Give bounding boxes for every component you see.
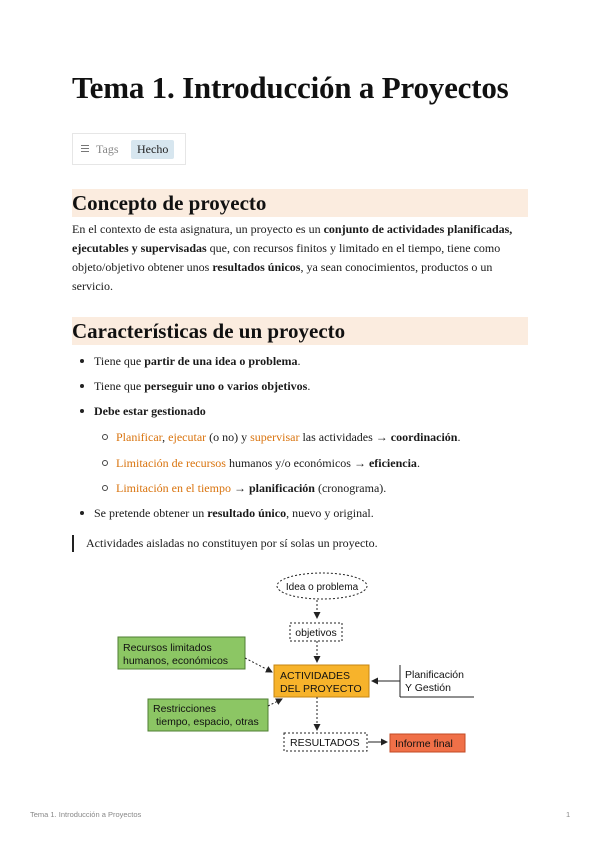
orange-text: ejecutar [168,430,207,444]
list-icon [81,145,89,153]
tags-label: Tags [96,142,119,156]
text: las actividades → [299,430,391,444]
text: . [297,354,301,368]
bold-text: partir de una idea o problema [144,354,298,368]
recursos-label-2: humanos, económicos [123,655,229,667]
planificacion-label-1: Planificación [405,669,464,681]
text: , ya sean conocimientos, productos o un servicio. [72,260,493,293]
idea-label: Idea o problema [285,582,359,593]
orange-text: Limitación en el tiempo [116,481,231,495]
restricciones-label-2: tiempo, espacio, otras [156,716,259,728]
bullet-circle [102,434,108,440]
text: Se pretende obtener un [94,506,208,520]
bullet-circle [102,460,108,466]
bullet-dot [80,511,84,515]
bold-text: resultados únicos [212,260,301,274]
page-title: Tema 1. Introducción a Proyectos [72,70,509,105]
text: que, con recursos finitos y limitado en el tiempo, tiene como objeto/objetivo obtener unos [72,241,501,274]
bold-text: planificación [248,481,315,495]
text: En el contexto de esta asignatura, un proyecto es un [72,222,324,236]
recursos-label-1: Recursos limitados [123,642,212,654]
bullet-dot [80,359,84,363]
footer-title: Tema 1. Introducción a Proyectos [30,810,142,819]
text: humanos y/o económicos → [225,456,369,470]
restricciones-label-1: Restricciones [153,703,217,715]
informe-label: Informe final [395,738,453,750]
page-number: 1 [566,810,571,819]
text: Tiene que [94,354,145,368]
text: (cronograma). [314,481,387,495]
sub-list-item [116,455,420,471]
text: . [416,456,420,470]
list-item [94,403,206,419]
text: (o no) y [206,430,251,444]
tag-chip[interactable]: Hecho [131,140,174,159]
list-item [94,378,310,394]
actividades-label-1: ACTIVIDADES [280,670,351,682]
sub-list-item [116,429,460,445]
section-heading-caracteristicas: Características de un proyecto [72,317,528,345]
text: . [307,379,311,393]
bullet-dot [80,409,84,413]
bold-text: eficiencia [368,456,417,470]
section-heading-concepto: Concepto de proyecto [72,189,528,217]
properties-table [72,133,186,165]
sub-list-item [116,480,386,496]
bold-text: conjunto de actividades planificadas, ejecutables y supervisadas [72,222,513,255]
text: , [162,430,169,444]
text: Tiene que [94,379,145,393]
bullet-dot [80,384,84,388]
bullet-circle [102,485,108,491]
resultados-label: RESULTADOS [290,737,360,749]
connector-arrow [245,658,272,672]
objetivos-label: objetivos [295,627,337,639]
text: , nuevo y original. [286,506,374,520]
callout-quote: Actividades aisladas no constituyen por sí solas un proyecto. [72,535,378,552]
bold-text: coordinación [390,430,458,444]
text: → [230,481,249,495]
planificacion-label-2: Y Gestión [405,682,451,694]
orange-text: Planificar [116,430,163,444]
bold-text: perseguir uno o varios objetivos [144,379,308,393]
list-item [94,353,300,369]
concepto-paragraph [72,220,532,296]
text: . [457,430,461,444]
orange-text: Limitación de recursos [116,456,226,470]
orange-text: supervisar [250,430,300,444]
project-diagram [0,560,600,770]
actividades-label-2: DEL PROYECTO [280,683,362,695]
list-item [94,505,374,521]
connector-arrow [268,699,282,706]
bold-text: resultado único [207,506,287,520]
bold-text: Debe estar gestionado [94,404,206,418]
